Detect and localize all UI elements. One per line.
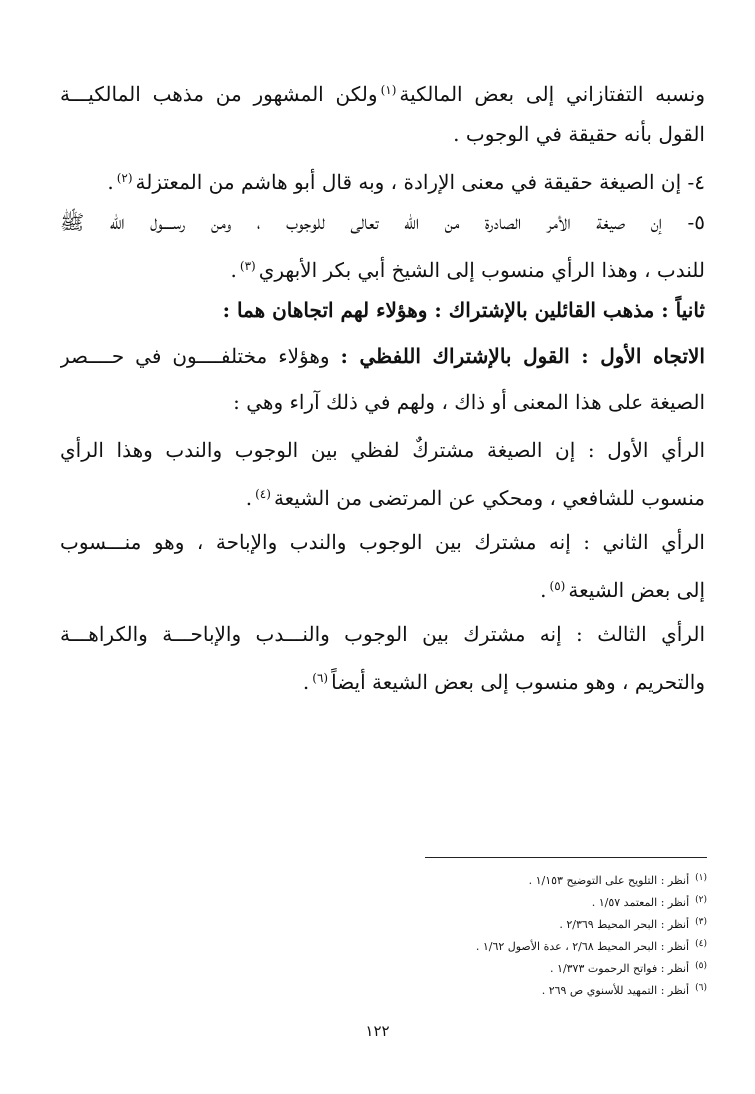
footnote xyxy=(300,956,707,976)
body-line xyxy=(60,614,705,654)
line-text: وهؤلاء مختلفــــون في حــــصر xyxy=(60,344,330,368)
footnote xyxy=(300,868,707,888)
body-line xyxy=(60,158,705,198)
line-text: للندب ، وهذا الرأي منسوب إلى الشيخ أبي بكر الأبهري xyxy=(258,258,705,282)
footnote-marker: (٢) xyxy=(116,171,133,185)
footnote-text: أنظر : التمهيد للأسنوي ص ٢٦٩ . xyxy=(541,984,690,997)
line-text: منسوب للشافعي ، ومحكي عن المرتضى من الشيعة xyxy=(273,486,705,510)
line-text: الرأي الأول : إن الصيغة مشتركٌ لفظي بين الوجوب والندب وهذا الرأي xyxy=(60,438,705,462)
footnote-marker: (٦) xyxy=(312,671,329,685)
line-text: القول بأنه حقيقة في الوجوب . xyxy=(453,122,705,146)
body-line xyxy=(60,202,705,242)
body-line xyxy=(60,382,705,422)
footnote-marker: (٤) xyxy=(255,487,271,501)
line-text: . xyxy=(302,670,310,694)
body-line xyxy=(60,522,705,562)
footnote-text: أنظر : المعتمد ١/٥٧ . xyxy=(591,896,690,909)
line-text: ٥- إن صيغة الأمر الصادرة من الله تعالى للوجوب ، ومن رســــول الله ﷺ xyxy=(60,210,705,234)
line-text: ٤- إن الصيغة حقيقة في معنى الإرادة ، وبه قال أبو هاشم من المعتزلة xyxy=(135,170,705,194)
body-line xyxy=(60,566,705,606)
footnote-number: (٣) xyxy=(695,917,707,927)
line-text: ولكن المشهور من مذهب المالكيـــة xyxy=(60,82,378,106)
line-text: ونسبه التفتازاني إلى بعض المالكية xyxy=(399,82,705,106)
body-line xyxy=(60,658,705,698)
line-text: والتحريم ، وهو منسوب إلى بعض الشيعة أيضاً xyxy=(331,670,705,694)
body-line xyxy=(60,70,705,110)
footnote-number: (٥) xyxy=(695,961,707,971)
line-text: ثانياً : مذهب القائلين بالإشتراك : وهؤلاء لهم اتجاهان هما : xyxy=(222,298,705,322)
body-line xyxy=(60,430,705,470)
footnote-text: أنظر : التلويح على التوضيح ١/١٥٣ . xyxy=(528,874,690,887)
line-text: . xyxy=(245,486,253,510)
footnote xyxy=(300,912,707,932)
footnote-divider xyxy=(425,857,707,858)
body-line xyxy=(60,246,705,286)
line-text: . xyxy=(540,578,547,602)
footnote-marker: (٥) xyxy=(549,579,566,593)
line-text: . xyxy=(107,170,114,194)
footnote-number: (٢) xyxy=(695,895,707,905)
footnote xyxy=(300,890,707,910)
section-heading xyxy=(60,290,705,330)
footnote xyxy=(300,978,707,998)
body-line xyxy=(60,114,705,154)
line-text: الصيغة على هذا المعنى أو ذاك ، ولهم في ذلك آراء وهي : xyxy=(233,390,705,414)
footnote-text: أنظر : البحر المحيط ٢/٦٨ ، عدة الأصول ١/٦٢ . xyxy=(475,940,690,953)
footnote-number: (٦) xyxy=(695,983,707,993)
body-line xyxy=(60,474,705,514)
line-text: إلى بعض الشيعة xyxy=(568,578,705,602)
line-text: الرأي الثاني : إنه مشترك بين الوجوب والندب والإباحة ، وهو منـــسوب xyxy=(60,530,705,554)
body-line xyxy=(60,336,705,376)
footnote-marker: (١) xyxy=(380,83,397,97)
line-text: . xyxy=(230,258,237,282)
footnote-number: (١) xyxy=(695,873,707,883)
footnote-text: أنظر : البحر المحيط ٢/٣٦٩ . xyxy=(559,918,690,931)
footnote-number: (٤) xyxy=(695,939,707,949)
line-text: الرأي الثالث : إنه مشترك بين الوجوب والنـــدب والإباحـــة والكراهـــة xyxy=(60,622,705,646)
subheading-lead: الاتجاه الأول : القول بالإشتراك اللفظي : xyxy=(340,344,705,368)
footnote xyxy=(300,934,707,954)
footnote-marker: (٣) xyxy=(239,259,256,273)
footnote-text: أنظر : فواتح الرحموت ١/٣٧٣ . xyxy=(550,962,690,975)
page-number: ١٢٢ xyxy=(365,1022,390,1040)
